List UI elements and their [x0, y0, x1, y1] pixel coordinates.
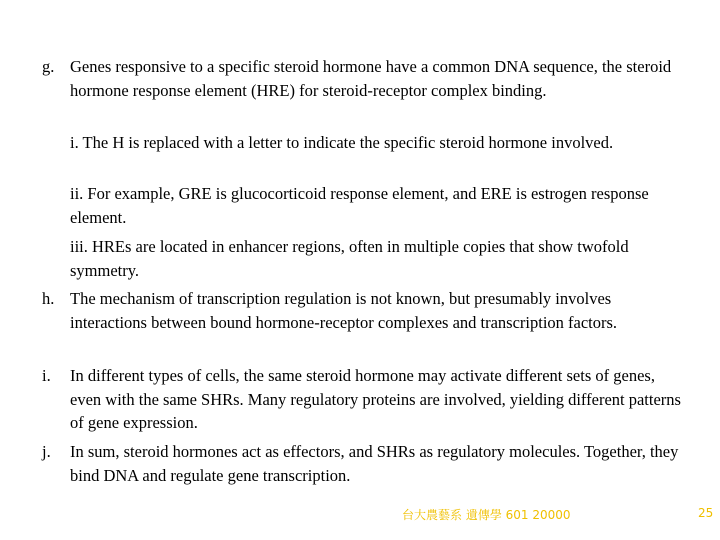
footer-text: 台大農藝系 遺傳學 601 20000 [402, 508, 571, 522]
list-item-h [42, 287, 682, 334]
list-item-text: In different types of cells, the same steroid hormone may activate different sets of genes, even with the same SHRs. Many regulatory proteins are involved, yielding different patterns of gene expression. [70, 366, 681, 432]
sub-item-ii: ii. For example, GRE is glucocorticoid response element, and ERE is estrogen response element. [70, 184, 649, 227]
list-item-i [42, 364, 682, 435]
list-marker: i. [42, 366, 51, 385]
list-marker: g. [42, 57, 55, 76]
list-item-g [42, 55, 682, 102]
list-item-text: In sum, steroid hormones act as effectors, and SHRs as regulatory molecules. Together, they bind DNA and regulate gene transcription. [70, 442, 679, 485]
list-marker: j. [42, 442, 51, 461]
sub-item-iii: iii. HREs are located in enhancer regions, often in multiple copies that show twofold symmetry. [70, 237, 629, 280]
list-item-text: The mechanism of transcription regulation is not known, but presumably involves interactions between bound hormone-receptor complexes and transcription factors. [70, 289, 618, 332]
list-marker: h. [42, 289, 55, 308]
page-number: 25 [698, 506, 714, 520]
list-item-j [42, 440, 682, 487]
sub-item-i: i. The H is replaced with a letter to indicate the specific steroid hormone involved. [70, 133, 614, 152]
list-item-text: Genes responsive to a specific steroid hormone have a common DNA sequence, the steroid hormone response element (HRE) for steroid-receptor complex binding. [70, 57, 672, 100]
